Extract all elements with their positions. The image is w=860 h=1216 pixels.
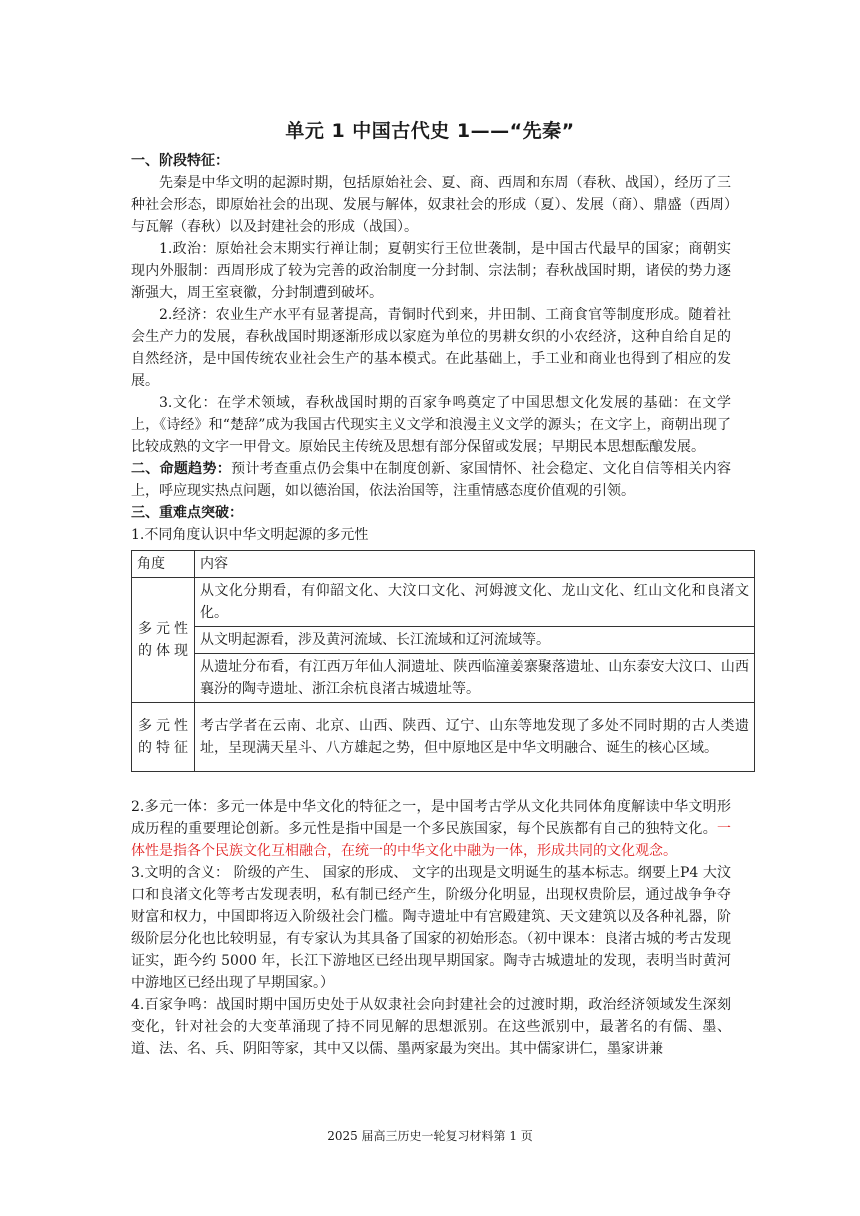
table-row [132, 703, 755, 772]
table-header-content: 内容 [195, 551, 755, 578]
pluralistic-unity-highlight: 一体性是指各个民族文化互相融合，在统一的中华文化中融为一体，形成共同的文化观念。 [131, 821, 731, 859]
section-heading-stage: 一、阶段特征： [131, 153, 229, 169]
paragraph-intro: 先秦是中华文明的起源时期，包括原始社会、夏、商、西周和东周（春秋、战国），经历了三种社会形态，即原始社会的出现、发展与解体，奴隶社会的形成（夏）、发展（商）、鼎盛（西周）与瓦解（春秋）以及封建社会的形成（战国）。 [131, 175, 731, 235]
table-cell: 考古学者在云南、北京、山西、陕西、辽宁、山东等地发现了多处不同时期的古人类遗址，呈现满天星斗、八方雄起之势，但中原地区是中华文明融合、诞生的核心区域。 [195, 703, 755, 772]
table-row [132, 627, 755, 654]
diversity-table [131, 550, 755, 772]
paragraph-trend [131, 458, 731, 502]
section-heading-key-points: 三、重难点突破： [131, 505, 243, 521]
subheading-diversity: 1.不同角度认识中华文明起源的多元性 [131, 527, 369, 543]
section-heading-trend: 二、命题趋势： [131, 461, 232, 477]
pluralistic-unity-text: 2.多元一体：多元一体是中华文化的特征之一，是中国考古学从文化共同体角度解读中华文明形成历程的重要理论创新。多元性是指中国是一个多民族国家，每个民族都有自己的独特文化。 [131, 799, 731, 837]
paragraph-hundred-schools: 4.百家争鸣：战国时期中国历史处于从奴隶社会向封建社会的过渡时期，政治经济领域发生深刻变化，针对社会的大变革涌现了持不同见解的思想派别。在这些派别中，最著名的有儒、墨、道、法、名、兵、阴阳等家，其中又以儒、墨两家最为突出。其中儒家讲仁，墨家讲兼 [131, 997, 731, 1057]
table-cell: 从文明起源看，涉及黄河流域、长江流域和辽河流域等。 [195, 627, 755, 654]
table-header-row [132, 551, 755, 578]
document-body [131, 150, 749, 1060]
paragraph-culture: 3.文化：在学术领域，春秋战国时期的百家争鸣奠定了中国思想文化发展的基础：在文学上，《诗经》和“楚辞”成为我国古代现实主义文学和浪漫主义文学的源头；在文字上，商朝出现了比较成熟的文字一甲骨文。原始民主传统及思想有部分保留或发展；早期民本思想酝酿发展。 [131, 395, 731, 455]
table-row [132, 654, 755, 703]
table-cell: 从文化分期看，有仰韶文化、大汶口文化、河姆渡文化、龙山文化、红山文化和良渚文化。 [195, 578, 755, 627]
table-header-angle: 角度 [132, 551, 195, 578]
paragraph-economy: 2.经济：农业生产水平有显著提高，青铜时代到来，井田制、工商食官等制度形成。随着社会生产力的发展，春秋战国时期逐渐形成以家庭为单位的男耕女织的小农经济，这种自给自足的自然经济，是中国传统农业社会生产的基本模式。在此基础上，手工业和商业也得到了相应的发展。 [131, 307, 731, 389]
paragraph-civilization-meaning: 3.文明的含义： 阶级的产生、 国家的形成、 文字的出现是文明诞生的基本标志。纲要上P4 大汶口和良渚文化等考古发现表明，私有制已经产生，阶级分化明显，出现权贵阶层，通过战争争夺财富和权力，中国即将迈入阶级社会门槛。陶寺遗址中有宫殿建筑、天文建筑以及各种礼器，阶级阶层分化也比较明显，有专家认为其具备了国家的初始形态。（初中课本：良渚古城的考古发现证实，距今约 5000 年，长江下游地区已经出现早期国家。陶寺古城遗址的发现，表明当时黄河中游地区已经出现了早期国家。） [131, 865, 731, 991]
table-cell: 从遗址分布看，有江西万年仙人洞遗址、陕西临潼姜寨聚落遗址、山东泰安大汶口、山西襄汾的陶寺遗址、浙江余杭良渚古城遗址等。 [195, 654, 755, 703]
page-title: 单元 1 中国古代史 1——“先秦” [285, 120, 575, 142]
table-label-manifestation: 多元性的体现 [132, 578, 195, 703]
paragraph-pluralistic-unity [131, 796, 731, 862]
trend-text: 预计考查重点仍会集中在制度创新、家国情怀、社会稳定、文化自信等相关内容上，呼应现实热点问题，如以德治国，依法治国等，注重情感态度价值观的引领。 [131, 461, 732, 499]
table-row [132, 578, 755, 627]
table-label-characteristic: 多元性的特征 [132, 703, 195, 772]
page-footer: 2025 届高三历史一轮复习材料第 1 页 [327, 1129, 533, 1143]
paragraph-politics: 1.政治：原始社会末期实行禅让制；夏朝实行王位世袭制，是中国古代最早的国家；商朝实现内外服制：西周形成了较为完善的政治制度一分封制、宗法制；春秋战国时期，诸侯的势力逐渐强大，周王室衰徽，分封制遭到破坏。 [131, 241, 731, 301]
